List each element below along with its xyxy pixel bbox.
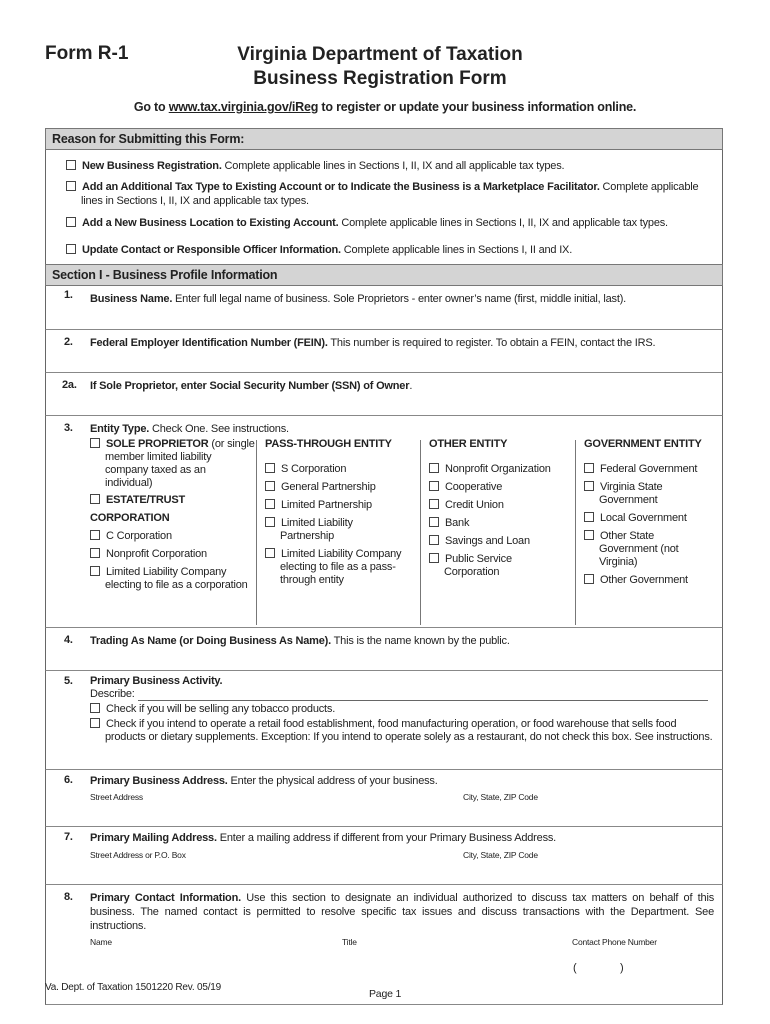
line-label: Primary Contact Information. (90, 892, 241, 904)
line-label: Primary Business Activity. (90, 675, 223, 687)
option-label: Other Government (600, 574, 688, 586)
reason-new-business[interactable] (66, 159, 714, 173)
option-label: Federal Government (600, 463, 698, 475)
business-address-row[interactable] (45, 770, 723, 827)
checkbox[interactable] (429, 499, 439, 509)
option-label: Check if you will be selling any tobacco products. (106, 703, 336, 715)
business-activity-row (45, 671, 723, 770)
reason-label: Add an Additional Tax Type to Existing Account or to Indicate the Business is a Marketplace Facilitator. (82, 181, 600, 193)
checkbox[interactable] (66, 244, 76, 254)
checkbox[interactable] (429, 553, 439, 563)
gov-heading: GOVERNMENT ENTITY (584, 438, 702, 450)
entity-option[interactable] (429, 553, 534, 579)
option-label: General Partnership (281, 481, 376, 493)
page-number: Page 1 (369, 988, 402, 1000)
describe-input[interactable] (138, 688, 708, 701)
line-label: If Sole Proprietor, enter Social Security Number (SSN) of Owner (90, 380, 410, 392)
entity-sole-proprietor[interactable] (90, 438, 255, 490)
checkbox[interactable] (90, 530, 100, 540)
entity-option[interactable] (90, 548, 255, 561)
reason-additional-tax[interactable] (66, 180, 714, 208)
option-label: Savings and Loan (445, 535, 530, 547)
entity-col-sole-corp (90, 438, 255, 597)
ssn-row[interactable] (45, 373, 723, 416)
phone-label: Contact Phone Number (572, 937, 657, 947)
trading-name-row[interactable] (45, 628, 723, 671)
reason-label: Update Contact or Responsible Officer Information. (82, 244, 341, 256)
option-label: Bank (445, 517, 470, 529)
title-label: Title (342, 937, 357, 947)
option-label: Public Service Corporation (444, 553, 512, 578)
checkbox[interactable] (265, 517, 275, 527)
entity-option[interactable] (265, 517, 380, 543)
street-label: Street Address or P.O. Box (90, 850, 186, 860)
online-instructions (0, 100, 770, 114)
line-text: Enter full legal name of business. Sole Proprietors - enter owner’s name (first, middle initial, last). (172, 293, 627, 305)
line-label: Primary Business Address. (90, 775, 228, 787)
entity-option[interactable] (429, 481, 574, 494)
option-label: S Corporation (281, 463, 347, 475)
column-divider (575, 440, 576, 625)
option-label: Cooperative (445, 481, 503, 493)
mailing-address-row[interactable] (45, 827, 723, 885)
reason-text: Complete applicable lines in Sections I, II, IX and all applicable tax types. (221, 160, 565, 172)
line-number: 3. (64, 422, 73, 434)
street-label: Street Address (90, 792, 143, 802)
entity-type-row (45, 416, 723, 628)
checkbox[interactable] (429, 463, 439, 473)
entity-estate-trust[interactable] (90, 494, 255, 507)
reason-section (45, 150, 723, 264)
phone-paren-open: ( (573, 962, 577, 974)
entity-option[interactable] (265, 463, 415, 476)
checkbox[interactable] (429, 481, 439, 491)
city-label: City, State, ZIP Code (463, 850, 538, 860)
entity-option[interactable] (429, 517, 574, 530)
option-label: Limited Partnership (281, 499, 372, 511)
option-label: ESTATE/TRUST (106, 494, 186, 506)
ireg-link[interactable]: www.tax.virginia.gov/iReg (168, 100, 319, 114)
checkbox[interactable] (90, 494, 100, 504)
line-label: Primary Mailing Address. (90, 832, 217, 844)
entity-option[interactable] (265, 499, 415, 512)
checkbox[interactable] (429, 535, 439, 545)
option-label: SOLE PROPRIETOR (106, 438, 209, 450)
food-option[interactable] (90, 718, 714, 744)
checkbox[interactable] (90, 703, 100, 713)
checkbox[interactable] (584, 481, 594, 491)
reason-text: Complete applicable lines in Sections I, II, IX and applicable tax types. (81, 181, 699, 207)
goto-suffix: to register or update your business information online. (318, 100, 637, 114)
checkbox[interactable] (584, 463, 594, 473)
line-text: Enter the physical address of your business. (227, 775, 438, 787)
checkbox[interactable] (584, 512, 594, 522)
checkbox[interactable] (90, 438, 100, 448)
entity-option[interactable] (90, 566, 255, 592)
checkbox[interactable] (66, 181, 76, 191)
business-name-row[interactable] (45, 286, 723, 330)
entity-option[interactable] (429, 535, 574, 548)
describe-label: Describe: (90, 688, 135, 700)
line-label: Entity Type. (90, 423, 150, 435)
checkbox[interactable] (66, 160, 76, 170)
reason-label: Add a New Business Location to Existing Account. (82, 217, 339, 229)
line-number: 5. (64, 675, 73, 687)
entity-col-government (584, 438, 719, 592)
corp-heading: CORPORATION (90, 512, 170, 524)
checkbox[interactable] (90, 718, 100, 728)
line-text: This number is required to register. To obtain a FEIN, contact the IRS. (327, 337, 656, 349)
reason-text: Complete applicable lines in Sections I, II and IX. (340, 244, 573, 256)
fein-row[interactable] (45, 330, 723, 373)
checkbox[interactable] (584, 530, 594, 540)
entity-option[interactable] (265, 548, 415, 587)
reason-new-location[interactable] (66, 216, 714, 230)
option-label: Other State Government (not Virginia) (599, 530, 679, 568)
option-label: Limited Liability Partnership (280, 517, 353, 542)
option-label: Nonprofit Corporation (106, 548, 207, 560)
entity-option[interactable] (584, 481, 689, 507)
line-number: 2a. (62, 379, 77, 391)
line-text: Check One. See instructions. (149, 423, 289, 435)
form-title-line1: Virginia Department of Taxation (237, 44, 523, 65)
option-label: Local Government (600, 512, 687, 524)
column-divider (420, 440, 421, 625)
reason-heading: Reason for Submitting this Form: (45, 128, 723, 150)
line-number: 8. (64, 891, 73, 903)
checkbox[interactable] (265, 463, 275, 473)
line-text: Enter a mailing address if different from your Primary Business Address. (216, 832, 557, 844)
entity-option[interactable] (429, 499, 574, 512)
option-label: Virginia State Government (599, 481, 663, 506)
entity-option[interactable] (584, 530, 699, 569)
phone-paren-close: ) (620, 962, 624, 974)
option-label: Limited Liability Company electing to file as a corporation (105, 566, 248, 591)
section1-heading: Section I - Business Profile Information (45, 264, 723, 286)
entity-option[interactable] (584, 463, 719, 476)
entity-col-pass-through (265, 438, 415, 592)
pass-heading: PASS-THROUGH ENTITY (265, 438, 392, 450)
entity-option[interactable] (429, 463, 574, 476)
line-text: This is the name known by the public. (331, 635, 510, 647)
line-label: Federal Employer Identification Number (FEIN). (90, 337, 328, 349)
entity-option[interactable] (584, 574, 719, 587)
city-label: City, State, ZIP Code (463, 792, 538, 802)
option-label: Limited Liability Company electing to file as a pass-through entity (280, 548, 402, 586)
checkbox[interactable] (265, 548, 275, 558)
line-number: 1. (64, 289, 73, 301)
form-title-line2: Business Registration Form (253, 68, 507, 89)
form-id: Form R-1 (45, 43, 129, 64)
option-label: Credit Union (445, 499, 504, 511)
option-label: C Corporation (106, 530, 172, 542)
name-label: Name (90, 937, 112, 947)
other-heading: OTHER ENTITY (429, 438, 508, 450)
checkbox[interactable] (90, 566, 100, 576)
line-label: Business Name. (90, 293, 173, 305)
checkbox[interactable] (265, 499, 275, 509)
footer-form-info: Va. Dept. of Taxation 1501220 Rev. 05/19 (45, 982, 222, 993)
line-text: Use this section to designate an individual authorized to discuss tax matters on behalf of this business. The named contact is permitted to resolve specific tax issues and discuss transactions with the Department. See instructions. (90, 892, 714, 932)
entity-col-other (429, 438, 574, 584)
reason-text: Complete applicable lines in Sections I, II, IX and applicable tax types. (338, 217, 668, 229)
entity-option[interactable] (90, 530, 255, 543)
line-text: . (409, 380, 413, 392)
line-label: Trading As Name (or Doing Business As Name). (90, 635, 331, 647)
checkbox[interactable] (265, 481, 275, 491)
tobacco-option[interactable] (90, 703, 714, 716)
entity-option[interactable] (265, 481, 415, 494)
goto-prefix: Go to (133, 100, 169, 114)
entity-option[interactable] (584, 512, 719, 525)
checkbox[interactable] (429, 517, 439, 527)
line-number: 4. (64, 634, 73, 646)
checkbox[interactable] (66, 217, 76, 227)
checkbox[interactable] (90, 548, 100, 558)
option-text: (or single member limited liability company taxed as an individual) (105, 438, 255, 489)
reason-update-contact[interactable] (66, 243, 714, 257)
checkbox[interactable] (584, 574, 594, 584)
column-divider (256, 440, 257, 625)
option-label: Check if you intend to operate a retail food establishment, food manufacturing operation, or food warehouse that sells food products or dietary supplements. Exception: If you intend to operate solely as a restaurant, do not check this box. See instructions. (105, 718, 713, 743)
option-label: Nonprofit Organization (445, 463, 551, 475)
line-number: 6. (64, 774, 73, 786)
line-number: 7. (64, 831, 73, 843)
reason-label: New Business Registration. (82, 160, 222, 172)
line-number: 2. (64, 336, 73, 348)
